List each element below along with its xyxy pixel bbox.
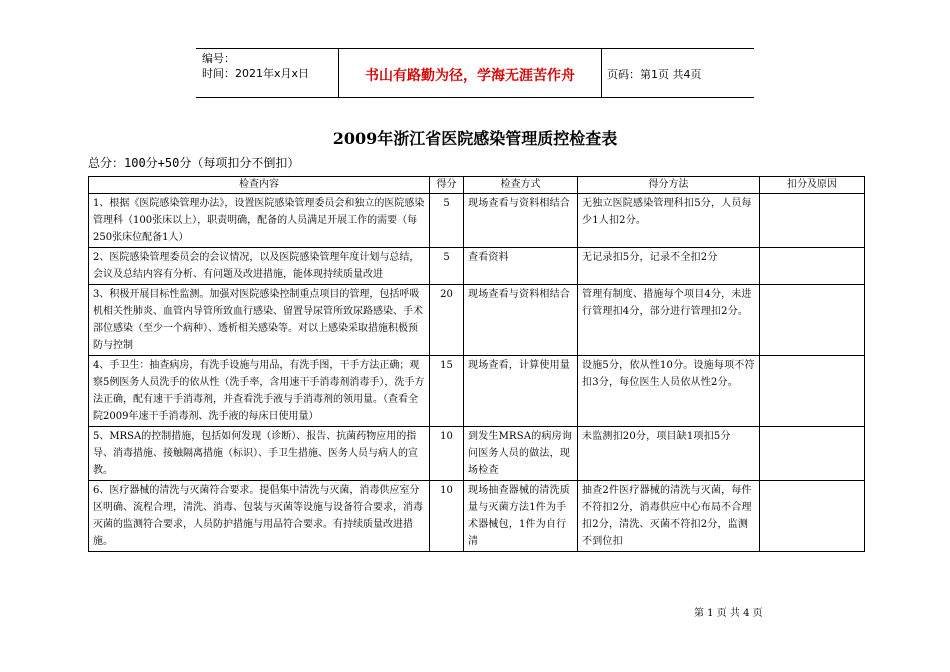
table-row	[89, 194, 865, 248]
row-score: 15	[430, 356, 464, 427]
row-scoring: 设施5分，依从性10分。设施每项不符扣3分，每位医生人员依从性2分。	[578, 356, 760, 427]
row-score: 20	[430, 285, 464, 356]
column-header-scoring: 得分方法	[578, 177, 760, 194]
row-score: 10	[430, 427, 464, 481]
row-content: 6、医疗器械的清洗与灭菌符合要求。提倡集中清洗与灭菌，消毒供应室分区明确、流程合理，清洗、消毒、包装与灭菌等设施与设备符合要求，消毒灭菌的监测符合要求，人员防护措施与用品符合要求。有持续质量改进措施。	[89, 481, 430, 552]
row-deduction[interactable]	[760, 427, 865, 481]
page-footer: 第 1 页 共 4 页	[694, 608, 763, 619]
table-row	[89, 481, 865, 552]
row-score: 5	[430, 194, 464, 248]
row-method: 到发生MRSA的病房询问医务人员的做法，现场检查	[464, 427, 578, 481]
table-row	[89, 248, 865, 285]
row-method: 现场查看，计算使用量	[464, 356, 578, 427]
page-indicator: 页码：第1页 共4页	[607, 68, 702, 81]
column-header-score: 得分	[430, 177, 464, 194]
row-deduction[interactable]	[760, 481, 865, 552]
row-score: 10	[430, 481, 464, 552]
row-content: 5、MRSA的控制措施，包括如何发现（诊断）、报告、抗菌药物应用的指导、消毒措施、接触隔离措施（标识）、手卫生措施、医务人员与病人的宣教。	[89, 427, 430, 481]
header-divider	[601, 49, 602, 97]
column-header-deduction: 扣分及原因	[760, 177, 865, 194]
row-deduction[interactable]	[760, 285, 865, 356]
row-scoring: 无记录扣5分，记录不全扣2分	[578, 248, 760, 285]
number-label: 编号：	[202, 52, 235, 65]
row-scoring: 未监测扣20分，项目缺1项扣5分	[578, 427, 760, 481]
row-content: 3、积极开展目标性监测。加强对医院感染控制重点项目的管理，包括呼吸机相关性肺炎、血管内导管所致血行感染、留置导尿管所致尿路感染、手术部位感染（至少一个病种）、透析相关感染等。对以上感染采取措施积极预防与控制	[89, 285, 430, 356]
column-header-method: 检查方式	[464, 177, 578, 194]
table-row	[89, 285, 865, 356]
document-header	[196, 48, 754, 98]
row-method: 现场查看与资料相结合	[464, 194, 578, 248]
row-deduction[interactable]	[760, 248, 865, 285]
row-deduction[interactable]	[760, 356, 865, 427]
total-score-note: 总分：100分+50分（每项扣分不倒扣）	[88, 156, 300, 170]
header-meta	[202, 51, 309, 81]
table-header-row	[89, 177, 865, 194]
row-deduction[interactable]	[760, 194, 865, 248]
row-scoring: 管理有制度、措施每个项目4分，未进行管理扣4分，部分进行管理扣2分。	[578, 285, 760, 356]
row-content: 4、手卫生：抽查病房，有洗手设施与用品，有洗手图，干手方法正确；观察5例医务人员洗手的依从性（洗手率，含用速干手消毒剂消毒手），洗手方法正确，配有速干手消毒剂，并查看洗手液与手消毒剂的领用量。（查看全院2009年速干手消毒剂、洗手液的每床日使用量）	[89, 356, 430, 427]
inspection-table	[88, 176, 865, 552]
table-row	[89, 427, 865, 481]
page-title: 2009年浙江省医院感染管理质控检查表	[332, 129, 618, 148]
row-method: 现场查看与资料相结合	[464, 285, 578, 356]
row-content: 2、医院感染管理委员会的会议情况，以及医院感染管理年度计划与总结，会议及总结内容有分析、有问题及改进措施，能体现持续质量改进	[89, 248, 430, 285]
row-scoring: 无独立医院感染管理科扣5分，人员每少1人扣2分。	[578, 194, 760, 248]
row-scoring: 抽查2件医疗器械的清洗与灭菌，每件不符扣2分，消毒供应中心布局不合理扣2分，清洗、灭菌不符扣2分，监测不到位扣	[578, 481, 760, 552]
header-motto: 书山有路勤为径，学海无涯苦作舟	[365, 68, 575, 84]
row-score: 5	[430, 248, 464, 285]
column-header-content: 检查内容	[89, 177, 430, 194]
row-method: 查看资料	[464, 248, 578, 285]
row-method: 现场抽查器械的清洗质量与灭菌方法1件为手术器械包，1件为自行清	[464, 481, 578, 552]
row-content: 1、根据《医院感染管理办法》，设置医院感染管理委员会和独立的医院感染管理科（100张床以上），职责明确，配备的人员满足开展工作的需要（每250张床位配备1人）	[89, 194, 430, 248]
table-row	[89, 356, 865, 427]
time-label: 时间：2021年x月x日	[202, 67, 310, 80]
